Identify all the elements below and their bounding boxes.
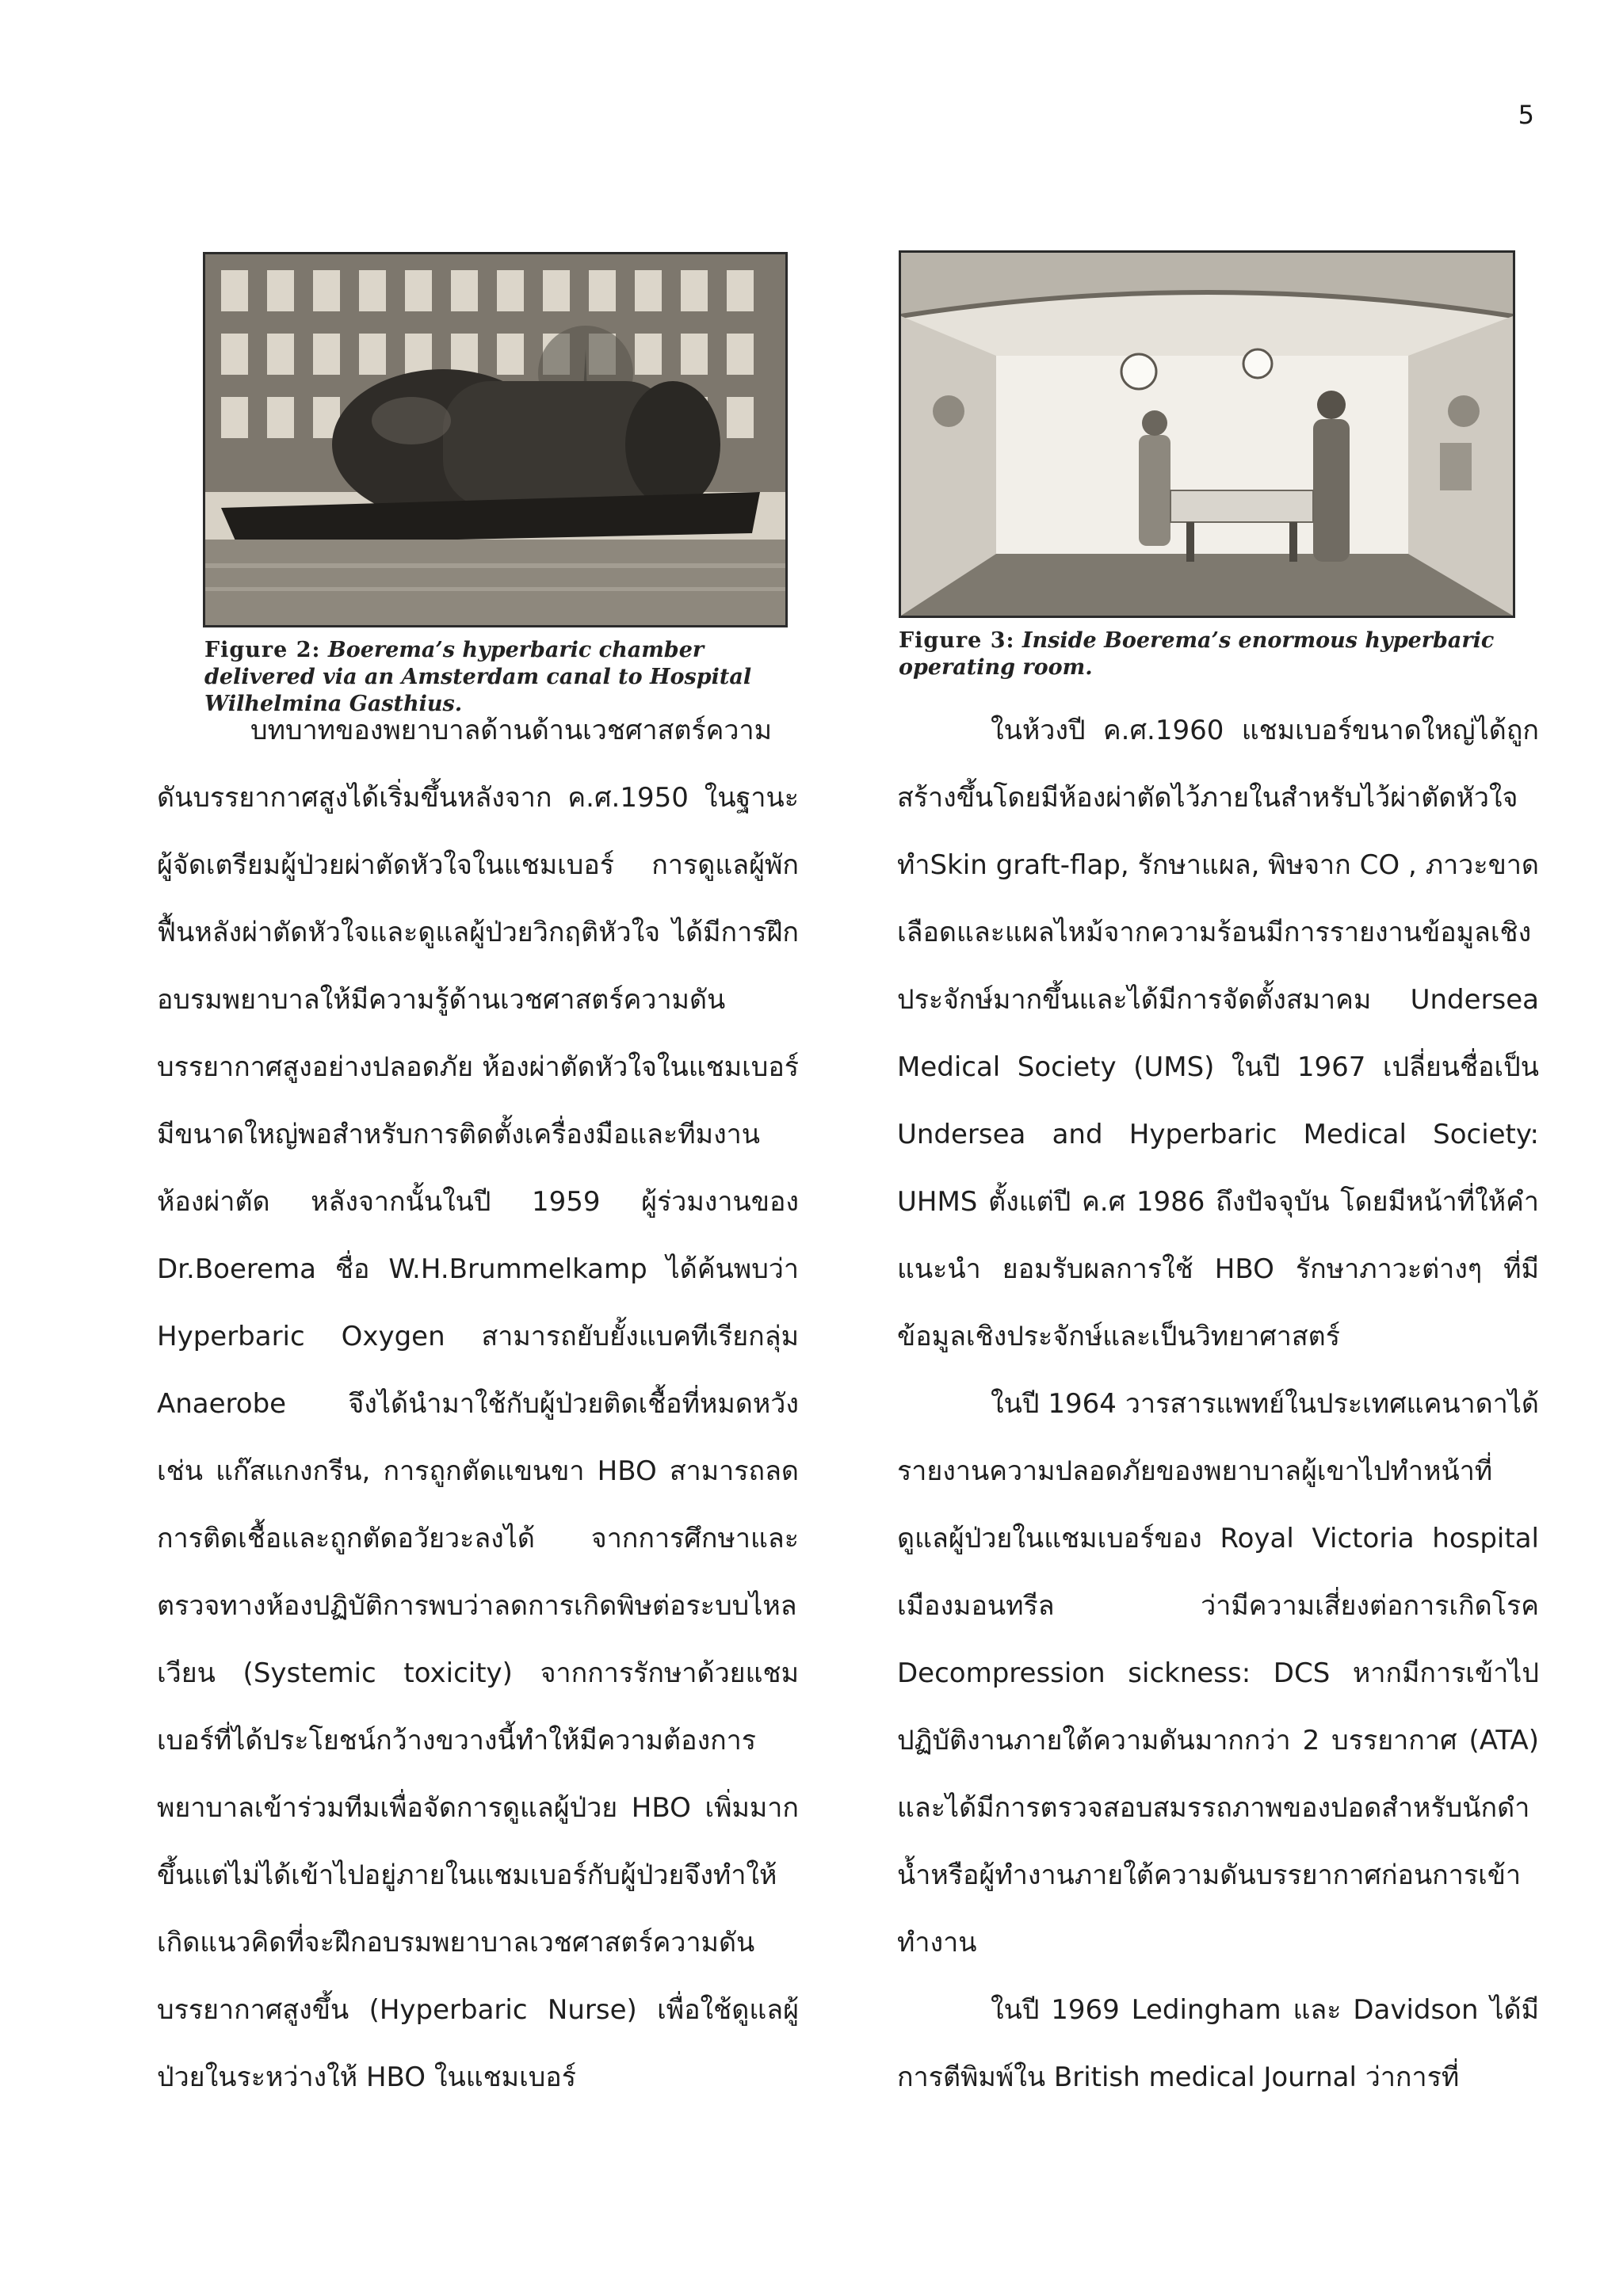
figure-3 (899, 250, 1517, 702)
page-number: 5 (1518, 100, 1534, 130)
figure-2-caption-text: Boerema’s hyperbaric chamber delivered via an Amsterdam canal to Hospital Wilhelmina Gasthius. (204, 638, 752, 716)
right-paragraph-1: ในห้วงปี ค.ศ.1960 แชมเบอร์ขนาดใหญ่ได้ถูกสร้างขึ้นโดยมีห้องผ่าตัดไว้ภายในสำหรับไว้ผ่าตัดหัวใจ ทำSkin graft-flap, รักษาแผล, พิษจาก CO , ภาวะขาดเลือดและแผลไหม้จากความร้อนมีการรายงานข้อมูลเชิงประจักษ์มากขึ้นและได้มีการจัดตั้งสมาคม Undersea Medical Society (UMS) ในปี 1967 เปลี่ยนชื่อเป็น Undersea and Hyperbaric Medical Society: UHMS ตั้งแต่ปี ค.ศ 1986 ถึงปัจจุบัน โดยมีหน้าที่ให้คำแนะนำ ยอมรับผลการใช้ HBO รักษาภาวะต่างๆ ที่มีข้อมูลเชิงประจักษ์และเป็นวิทยาศาสตร์ (897, 715, 1539, 1352)
figure-3-caption-text: Inside Boerema’s enormous hyperbaric operating room. (899, 628, 1495, 680)
right-column-text (897, 697, 1539, 2111)
right-paragraph-2: ในปี 1964 วารสารแพทย์ในประเทศแคนาดาได้รายงานความปลอดภัยของพยาบาลผู้เขาไปทำหน้าที่ดูแลผู้ป่วยในแชมเบอร์ของ Royal Victoria hospital เมืองมอนทรีล ว่ามีความเสี่ยงต่อการเกิดโรค Decompression sickness: DCS หากมีการเข้าไปปฏิบัติงานภายใต้ความดันมากกว่า 2 บรรยากาศ (ATA) และได้มีการตรวจสอบสมรรถภาพของปอดสำหรับนักดำน้ำหรือผู้ทำงานภายใต้ความดันบรรยากาศก่อนการเข้าทำงาน (897, 1388, 1539, 1958)
figure-2 (203, 252, 788, 716)
right-paragraph-3: ในปี 1969 Ledingham และ Davidson ได้มีการตีพิมพ์ใน British medical Journal ว่าการที่ (897, 1994, 1539, 2093)
canal-chamber-image (205, 254, 785, 625)
figure-3-caption (899, 627, 1517, 681)
operating-room-image (901, 253, 1513, 616)
left-column-text (157, 697, 799, 2111)
figure-3-label: Figure 3: (899, 628, 1015, 653)
figure-3-photo (899, 250, 1515, 618)
left-paragraph-1: บทบาทของพยาบาลด้านด้านเวชศาสตร์ความดันบรรยากาศสูงได้เริ่มขึ้นหลังจาก ค.ศ.1950 ในฐานะผู้จัดเตรียมผู้ป่วยผ่าตัดหัวใจในแชมเบอร์ การดูแลผู้พักฟื้นหลังผ่าตัดหัวใจและดูแลผู้ป่วยวิกฤติหัวใจ ได้มีการฝึกอบรมพยาบาลให้มีความรู้ด้านเวชศาสตร์ความดันบรรยากาศสูงอย่างปลอดภัย ห้องผ่าตัดหัวใจในแชมเบอร์มีขนาดใหญ่พอสำหรับการติดตั้งเครื่องมือและทีมงานห้องผ่าตัด หลังจากนั้นในปี 1959 ผู้ร่วมงานของ Dr.Boerema ชื่อ W.H.Brummelkamp ได้ค้นพบว่า Hyperbaric Oxygen สามารถยับยั้งแบคทีเรียกลุ่ม Anaerobe จึงได้นำมาใช้กับผู้ป่วยติดเชื้อที่หมดหวัง เช่น แก๊สแกงกรีน, การถูกตัดแขนขา HBO สามารถลดการติดเชื้อและถูกตัดอวัยวะลงได้ จากการศึกษาและตรวจทางห้องปฏิบัติการพบว่าลดการเกิดพิษต่อระบบไหลเวียน (Systemic toxicity) จากการรักษาด้วยแชมเบอร์ที่ได้ประโยชน์กว้างขวางนี้ทำให้มีความต้องการพยาบาลเข้าร่วมทีมเพื่อจัดการดูแลผู้ป่วย HBO เพิ่มมากขึ้นแต่ไม่ได้เข้าไปอยู่ภายในแชมเบอร์กับผู้ป่วยจึงทำให้เกิดแนวคิดที่จะฝึกอบรมพยาบาลเวชศาสตร์ความดันบรรยากาศสูงขึ้น (Hyperbaric Nurse) เพื่อใช้ดูแลผู้ป่วยในระหว่างให้ HBO ในแชมเบอร์ (157, 715, 799, 2093)
figure-2-photo (203, 252, 788, 627)
figure-2-label: Figure 2: (204, 638, 321, 662)
